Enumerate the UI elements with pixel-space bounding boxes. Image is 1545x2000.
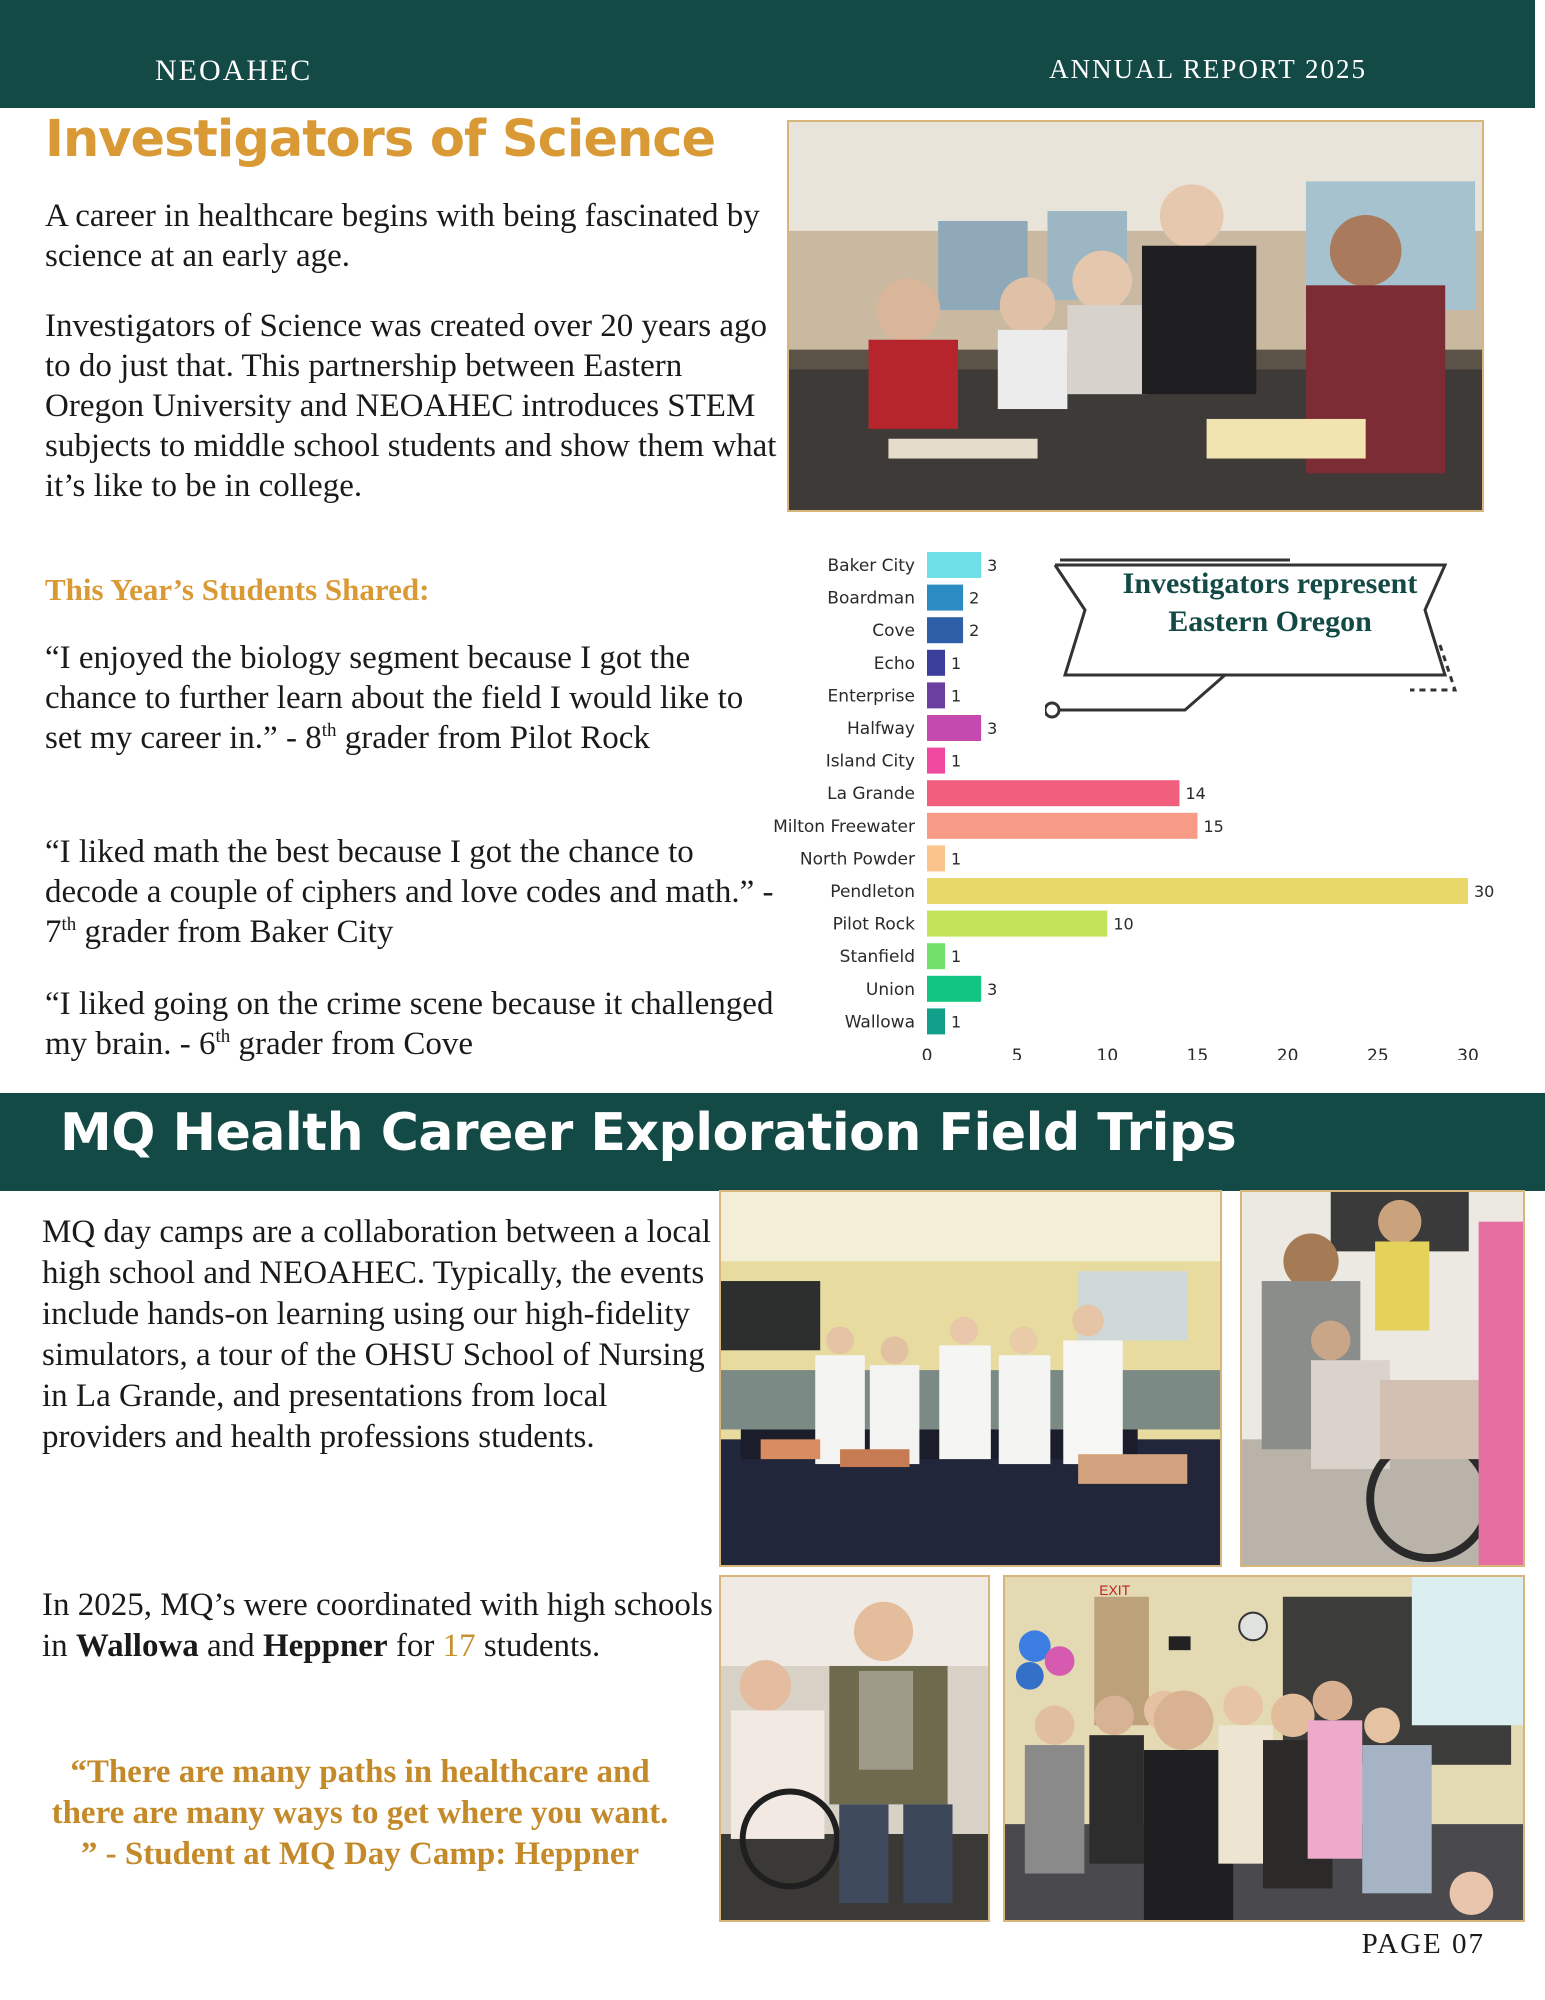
student-quote: “I enjoyed the biology segment because I got the chance to further learn about the field I would like to set my career in.” - 8th grader from Pilot Rock: [45, 640, 744, 756]
report-title: ANNUAL REPORT 2025: [1049, 54, 1367, 84]
value-label: 15: [1203, 816, 1224, 836]
page-number: PAGE 07: [1361, 1928, 1485, 1960]
value-label: 30: [1474, 882, 1495, 901]
value-label: 3: [987, 556, 998, 575]
bar: [927, 878, 1468, 904]
section2-title: MQ Health Career Exploration Field Trips: [60, 1103, 1237, 1163]
category-label: Boardman: [827, 588, 915, 609]
x-tick-label: 15: [1186, 1046, 1209, 1060]
value-label: 2: [969, 621, 980, 641]
lab-coats-photo: [719, 1190, 1222, 1567]
bar: [927, 617, 963, 643]
value-label: 10: [1113, 914, 1134, 934]
bar: [927, 1008, 945, 1034]
x-tick-label: 0: [921, 1046, 933, 1060]
value-label: 1: [951, 947, 962, 967]
student-manikin-photo: [719, 1575, 990, 1922]
mq-student-quote: “There are many paths in healthcare and there are many ways to get where you want. ” - Student at MQ Day Camp: Heppner: [51, 1754, 669, 1872]
value-label: 1: [951, 849, 962, 869]
x-tick-label: 5: [1011, 1046, 1023, 1060]
category-label: North Powder: [799, 849, 915, 870]
x-tick-label: 25: [1367, 1046, 1389, 1060]
category-label: Pendleton: [830, 882, 915, 902]
bar: [927, 813, 1198, 839]
category-label: Echo: [873, 653, 915, 674]
category-label: Island City: [825, 751, 915, 772]
x-tick-label: 10: [1096, 1046, 1119, 1060]
section-title: Investigators of Science: [45, 110, 716, 169]
student-quote: “I liked math the best because I got the chance to decode a couple of ciphers and love codes and math.” - 7th grader from Baker City: [45, 834, 774, 950]
program-paragraph: Investigators of Science was created over 20 years ago to do just that. This partnership between Eastern Oregon University and NEOAHEC introduces STEM subjects to middle school students and show them what it’s like to be in college.: [45, 308, 777, 504]
bar: [927, 943, 945, 969]
bar: [927, 911, 1107, 937]
value-label: 3: [987, 719, 998, 738]
bar: [927, 552, 981, 578]
value-label: 2: [969, 588, 980, 608]
bar: [927, 715, 981, 741]
value-label: 3: [987, 979, 998, 999]
category-label: Baker City: [827, 556, 915, 576]
mq-description: MQ day camps are a collaboration between a local high school and NEOAHEC. Typically, the events include hands-on learning using our high-fidelity simulators, a tour of the OHSU School of Nursing in La Grande, and presentations from local providers and health professions students.: [42, 1214, 711, 1455]
category-label: La Grande: [827, 784, 915, 805]
students-shared-heading: This Year’s Students Shared:: [45, 572, 430, 607]
simulation-wheelchair-photo: [1240, 1190, 1525, 1567]
value-label: 1: [951, 653, 962, 673]
category-label: Union: [865, 979, 915, 1000]
bar: [927, 748, 945, 774]
bar: [927, 845, 945, 871]
category-label: Enterprise: [827, 686, 915, 707]
brand-name: NEOAHEC: [155, 54, 313, 87]
category-label: Wallowa: [844, 1012, 915, 1033]
value-label: 14: [1185, 784, 1206, 804]
bar: [927, 650, 945, 676]
x-tick-label: 20: [1276, 1046, 1299, 1060]
value-label: 1: [951, 751, 962, 771]
value-label: 1: [951, 1012, 962, 1032]
category-label: Milton Freewater: [773, 816, 915, 837]
intro-paragraph: A career in healthcare begins with being fascinated by science at an early age.: [45, 198, 760, 274]
category-label: Halfway: [847, 719, 915, 739]
group-selfie-photo: [1003, 1575, 1525, 1922]
bar: [927, 682, 945, 708]
exit-sign-text: EXIT: [1099, 1581, 1131, 1598]
callout-text: Investigators represent Eastern Oregon: [1122, 567, 1418, 638]
bar: [927, 976, 981, 1002]
category-label: Stanfield: [839, 947, 915, 968]
mq-coordination: In 2025, MQ’s were coordinated with high schools in Wallowa and Heppner for 17 students.: [42, 1587, 713, 1664]
category-label: Pilot Rock: [832, 914, 915, 935]
x-tick-label: 30: [1457, 1046, 1479, 1060]
bar: [927, 585, 963, 611]
student-quote: “I liked going on the crime scene because it challenged my brain. - 6th grader from Cove: [45, 986, 774, 1062]
bar: [927, 780, 1179, 806]
lab-students-photo: [787, 120, 1484, 512]
value-label: 1: [951, 686, 962, 706]
category-label: Cove: [872, 621, 915, 642]
